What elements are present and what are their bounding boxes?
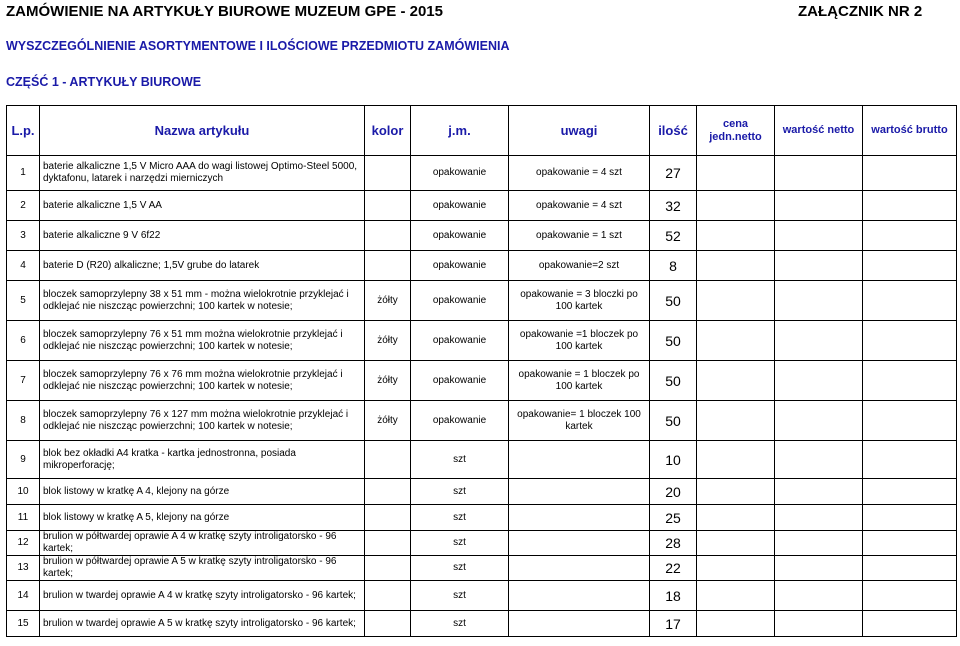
cell-qty: 52 [650, 221, 697, 251]
cell-lp: 15 [7, 611, 40, 637]
col-unit: j.m. [411, 106, 509, 156]
cell-color [365, 156, 411, 191]
cell-name: blok bez okładki A4 kratka - kartka jednostronna, posiada mikroperforację; [40, 441, 365, 479]
cell-unit-price [697, 531, 775, 556]
cell-unit: szt [411, 611, 509, 637]
cell-qty: 25 [650, 505, 697, 531]
cell-qty: 50 [650, 401, 697, 441]
table-row [7, 611, 957, 637]
cell-lp: 2 [7, 191, 40, 221]
cell-net-value [775, 361, 863, 401]
table-row [7, 361, 957, 401]
table-row [7, 156, 957, 191]
cell-notes [509, 531, 650, 556]
cell-unit-price [697, 556, 775, 581]
cell-color: żółty [365, 361, 411, 401]
cell-unit: opakowanie [411, 191, 509, 221]
cell-unit-price [697, 221, 775, 251]
cell-net-value [775, 611, 863, 637]
cell-color [365, 441, 411, 479]
cell-lp: 11 [7, 505, 40, 531]
document-subtitle: WYSZCZEGÓLNIENIE ASORTYMENTOWE I ILOŚCIOWE PRZEDMIOTU ZAMÓWIENIA [6, 39, 510, 53]
cell-net-value [775, 156, 863, 191]
cell-net-value [775, 531, 863, 556]
cell-gross-value [863, 156, 957, 191]
cell-notes [509, 441, 650, 479]
cell-unit: opakowanie [411, 401, 509, 441]
cell-lp: 6 [7, 321, 40, 361]
cell-lp: 7 [7, 361, 40, 401]
cell-gross-value [863, 401, 957, 441]
cell-color: żółty [365, 401, 411, 441]
cell-gross-value [863, 191, 957, 221]
cell-unit-price [697, 156, 775, 191]
cell-color [365, 251, 411, 281]
cell-unit: opakowanie [411, 321, 509, 361]
cell-qty: 20 [650, 479, 697, 505]
cell-lp: 14 [7, 581, 40, 611]
cell-qty: 18 [650, 581, 697, 611]
cell-lp: 13 [7, 556, 40, 581]
cell-unit: szt [411, 556, 509, 581]
cell-lp: 10 [7, 479, 40, 505]
col-unit-price: cena jedn.netto [697, 106, 775, 156]
table-header-row [7, 106, 957, 156]
cell-unit-price [697, 441, 775, 479]
cell-unit: opakowanie [411, 221, 509, 251]
cell-unit-price [697, 251, 775, 281]
cell-gross-value [863, 611, 957, 637]
cell-lp: 3 [7, 221, 40, 251]
cell-unit: szt [411, 479, 509, 505]
cell-net-value [775, 505, 863, 531]
cell-lp: 9 [7, 441, 40, 479]
cell-lp: 4 [7, 251, 40, 281]
cell-net-value [775, 441, 863, 479]
cell-notes: opakowanie = 1 szt [509, 221, 650, 251]
cell-name: brulion w twardej oprawie A 5 w kratkę szyty introligatorsko - 96 kartek; [40, 611, 365, 637]
cell-unit-price [697, 581, 775, 611]
cell-notes: opakowanie = 4 szt [509, 156, 650, 191]
cell-unit-price [697, 361, 775, 401]
cell-notes [509, 505, 650, 531]
cell-color [365, 581, 411, 611]
table-row [7, 221, 957, 251]
table-row [7, 191, 957, 221]
cell-color [365, 531, 411, 556]
cell-color [365, 556, 411, 581]
table-row [7, 556, 957, 581]
cell-net-value [775, 581, 863, 611]
cell-notes: opakowanie = 1 bloczek po 100 kartek [509, 361, 650, 401]
cell-qty: 32 [650, 191, 697, 221]
table-row [7, 531, 957, 556]
cell-gross-value [863, 441, 957, 479]
cell-qty: 22 [650, 556, 697, 581]
col-name: Nazwa artykułu [40, 106, 365, 156]
cell-notes: opakowanie =1 bloczek po 100 kartek [509, 321, 650, 361]
cell-notes [509, 556, 650, 581]
cell-qty: 10 [650, 441, 697, 479]
cell-name: baterie alkaliczne 1,5 V AA [40, 191, 365, 221]
table-row [7, 251, 957, 281]
cell-net-value [775, 281, 863, 321]
cell-color [365, 191, 411, 221]
cell-qty: 8 [650, 251, 697, 281]
cell-net-value [775, 556, 863, 581]
cell-lp: 12 [7, 531, 40, 556]
cell-name: baterie alkaliczne 1,5 V Micro AAA do wagi listowej Optimo-Steel 5000, dyktafonu, latarek i narzędzi mierniczych [40, 156, 365, 191]
cell-gross-value [863, 251, 957, 281]
col-qty: ilość [650, 106, 697, 156]
cell-notes [509, 581, 650, 611]
cell-gross-value [863, 479, 957, 505]
cell-unit-price [697, 191, 775, 221]
cell-unit: szt [411, 581, 509, 611]
col-lp: L.p. [7, 106, 40, 156]
col-notes: uwagi [509, 106, 650, 156]
cell-net-value [775, 251, 863, 281]
annex-label: ZAŁĄCZNIK NR 2 [798, 3, 923, 20]
table-row [7, 441, 957, 479]
cell-name: baterie D (R20) alkaliczne; 1,5V grube do latarek [40, 251, 365, 281]
cell-unit-price [697, 505, 775, 531]
cell-notes: opakowanie= 1 bloczek 100 kartek [509, 401, 650, 441]
cell-unit-price [697, 611, 775, 637]
table-row [7, 401, 957, 441]
cell-name: brulion w półtwardej oprawie A 4 w kratkę szyty introligatorsko - 96 kartek; [40, 531, 365, 556]
cell-qty: 28 [650, 531, 697, 556]
cell-color: żółty [365, 281, 411, 321]
cell-name: bloczek samoprzylepny 76 x 51 mm można wielokrotnie przyklejać i odklejać nie niszcząc powierzchni; 100 kartek w notesie; [40, 321, 365, 361]
cell-net-value [775, 321, 863, 361]
cell-net-value [775, 401, 863, 441]
document-title: ZAMÓWIENIE NA ARTYKUŁY BIUROWE MUZEUM GPE - 2015 [6, 3, 443, 20]
cell-unit: opakowanie [411, 361, 509, 401]
part-heading: CZĘŚĆ 1 - ARTYKUŁY BIUROWE [6, 75, 202, 89]
cell-unit-price [697, 479, 775, 505]
cell-unit: szt [411, 531, 509, 556]
cell-name: bloczek samoprzylepny 76 x 127 mm można wielokrotnie przyklejać i odklejać nie niszcząc powierzchni; 100 kartek w notesie; [40, 401, 365, 441]
cell-name: blok listowy w kratkę A 5, klejony na górze [40, 505, 365, 531]
cell-gross-value [863, 221, 957, 251]
cell-lp: 5 [7, 281, 40, 321]
cell-unit-price [697, 281, 775, 321]
cell-net-value [775, 479, 863, 505]
cell-qty: 50 [650, 281, 697, 321]
cell-gross-value [863, 321, 957, 361]
cell-name: bloczek samoprzylepny 76 x 76 mm można wielokrotnie przyklejać i odklejać nie niszcząc powierzchni; 100 kartek w notesie; [40, 361, 365, 401]
cell-qty: 50 [650, 361, 697, 401]
cell-color [365, 221, 411, 251]
cell-gross-value [863, 556, 957, 581]
table-row [7, 479, 957, 505]
cell-unit-price [697, 401, 775, 441]
cell-gross-value [863, 361, 957, 401]
cell-name: baterie alkaliczne 9 V 6f22 [40, 221, 365, 251]
cell-notes: opakowanie = 4 szt [509, 191, 650, 221]
cell-unit: opakowanie [411, 281, 509, 321]
col-net-value: wartość netto [775, 106, 863, 156]
cell-qty: 27 [650, 156, 697, 191]
cell-color [365, 611, 411, 637]
cell-net-value [775, 191, 863, 221]
cell-color: żółty [365, 321, 411, 361]
cell-color [365, 479, 411, 505]
cell-gross-value [863, 505, 957, 531]
cell-name: brulion w półtwardej oprawie A 5 w kratkę szyty introligatorsko - 96 kartek; [40, 556, 365, 581]
cell-color [365, 505, 411, 531]
col-color: kolor [365, 106, 411, 156]
cell-unit: szt [411, 505, 509, 531]
table-row [7, 581, 957, 611]
cell-unit: szt [411, 441, 509, 479]
cell-notes [509, 479, 650, 505]
cell-lp: 1 [7, 156, 40, 191]
cell-name: bloczek samoprzylepny 38 x 51 mm - można wielokrotnie przyklejać i odklejać nie niszcząc powierzchni; 100 kartek w notesie; [40, 281, 365, 321]
items-table [6, 105, 957, 637]
cell-notes [509, 611, 650, 637]
cell-gross-value [863, 281, 957, 321]
cell-lp: 8 [7, 401, 40, 441]
cell-unit-price [697, 321, 775, 361]
cell-name: blok listowy w kratkę A 4, klejony na górze [40, 479, 365, 505]
cell-qty: 50 [650, 321, 697, 361]
cell-unit: opakowanie [411, 156, 509, 191]
cell-gross-value [863, 531, 957, 556]
cell-notes: opakowanie = 3 bloczki po 100 kartek [509, 281, 650, 321]
cell-net-value [775, 221, 863, 251]
cell-unit: opakowanie [411, 251, 509, 281]
table-row [7, 281, 957, 321]
cell-qty: 17 [650, 611, 697, 637]
cell-notes: opakowanie=2 szt [509, 251, 650, 281]
cell-gross-value [863, 581, 957, 611]
table-row [7, 321, 957, 361]
table-row [7, 505, 957, 531]
col-gross-value: wartość brutto [863, 106, 957, 156]
cell-name: brulion w twardej oprawie A 4 w kratkę szyty introligatorsko - 96 kartek; [40, 581, 365, 611]
